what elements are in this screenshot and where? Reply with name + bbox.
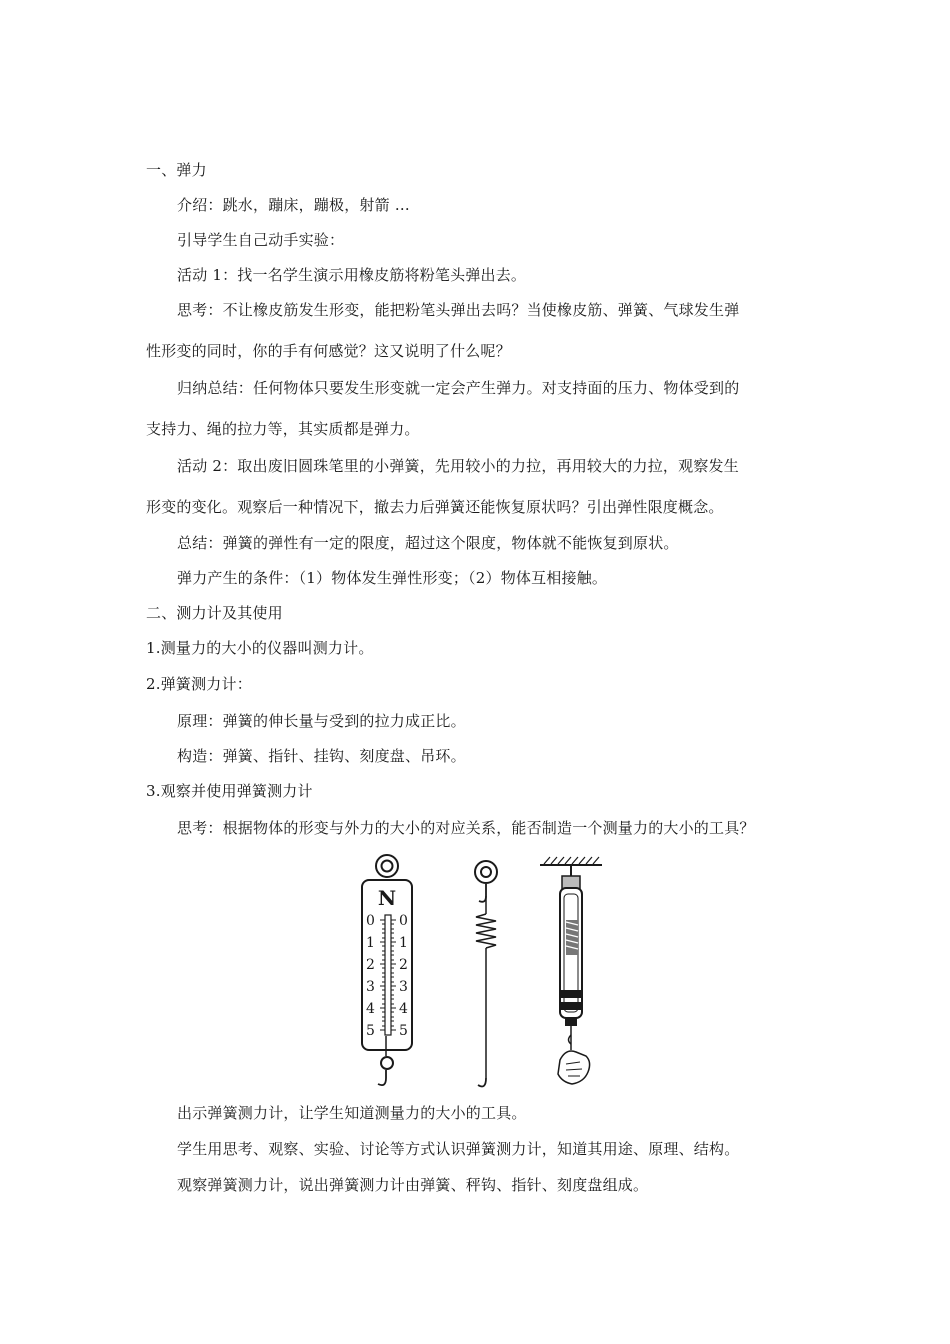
scale-left-0: 0 <box>366 913 375 929</box>
paragraph-observe-scale: 观察弹簧测力计，说出弹簧测力计由弹簧、秤钩、指针、刻度盘组成。 <box>177 1176 649 1194</box>
unit-label: N <box>377 886 397 910</box>
scale-right-1: 1 <box>399 935 408 951</box>
paragraph-think-1-cont: 性形变的同时，你的手有何感觉？这又说明了什么呢？ <box>146 342 511 360</box>
paragraph-activity-2-cont: 形变的变化。观察后一种情况下，撤去力后弹簧还能恢复原状吗？引出弹性限度概念。 <box>146 498 724 516</box>
scale-right-2: 2 <box>399 957 408 973</box>
paragraph-summary-2: 总结：弹簧的弹性有一定的限度，超过这个限度，物体就不能恢复到原状。 <box>177 534 679 552</box>
item-2: 2.弹簧测力计： <box>146 675 252 693</box>
scale-right-4: 4 <box>399 1001 408 1017</box>
paragraph-conditions: 弹力产生的条件：（1）物体发生弹性形变；（2）物体互相接触。 <box>177 569 608 587</box>
paragraph-show-scale: 出示弹簧测力计，让学生知道测量力的大小的工具。 <box>177 1104 527 1122</box>
paragraph-intro: 介绍：跳水，蹦床，蹦极，射箭 … <box>177 196 410 214</box>
paragraph-summary-1: 归纳总结：任何物体只要发生形变就一定会产生弹力。对支持面的压力、物体受到的 <box>177 379 740 397</box>
section-heading-dynamometer: 二、测力计及其使用 <box>146 604 283 622</box>
section-heading-elastic-force: 一、弹力 <box>146 161 207 179</box>
paragraph-structure: 构造：弹簧、指针、挂钩、刻度盘、吊环。 <box>177 747 466 765</box>
paragraph-guide: 引导学生自己动手实验： <box>177 231 345 249</box>
scale-right-0: 0 <box>399 913 408 929</box>
hanging-spring-scale <box>540 857 602 1084</box>
scale-left-4: 4 <box>366 1001 375 1017</box>
scale-left-5: 5 <box>366 1023 375 1039</box>
paragraph-principle: 原理：弹簧的伸长量与受到的拉力成正比。 <box>177 712 466 730</box>
paragraph-activity-2: 活动 2：取出废旧圆珠笔里的小弹簧，先用较小的力拉，再用较大的力拉，观察发生 <box>177 457 739 475</box>
item-1: 1.测量力的大小的仪器叫测力计。 <box>146 639 374 657</box>
scale-left-2: 2 <box>366 957 375 973</box>
spring-schematic <box>475 861 497 1086</box>
item-3: 3.观察并使用弹簧测力计 <box>146 782 313 800</box>
paragraph-think-2: 思考：根据物体的形变与外力的大小的对应关系，能否制造一个测量力的大小的工具？ <box>177 819 755 837</box>
scale-right-5: 5 <box>399 1023 408 1039</box>
paragraph-think-1: 思考：不让橡皮筋发生形变，能把粉笔头弹出去吗？当使橡皮筋、弹簧、气球发生弹 <box>177 301 740 319</box>
scale-numbers <box>366 913 408 1039</box>
paragraph-activity-1: 活动 1：找一名学生演示用橡皮筋将粉笔头弹出去。 <box>177 266 527 284</box>
scale-right-3: 3 <box>399 979 408 995</box>
paragraph-students-learn: 学生用思考、观察、实验、讨论等方式认识弹簧测力计，知道其用途、原理、结构。 <box>177 1140 740 1158</box>
scale-ticks <box>380 920 396 1030</box>
scale-left-1: 1 <box>366 935 375 951</box>
paragraph-summary-1-cont: 支持力、绳的拉力等，其实质都是弹力。 <box>146 420 420 438</box>
scale-left-3: 3 <box>366 979 375 995</box>
spring-scale-figure <box>340 850 620 1095</box>
